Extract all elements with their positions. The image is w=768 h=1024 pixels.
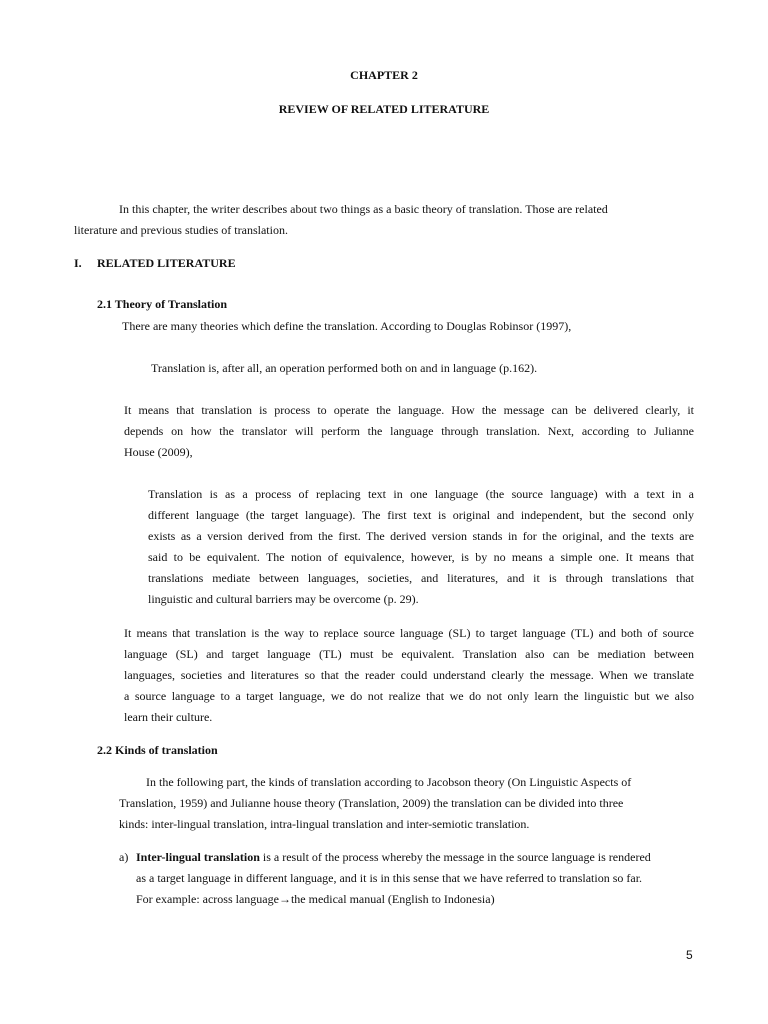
s21-para1-line2: depends on how the translator will perform the language through translation. Next, according to Julianne <box>124 424 694 438</box>
s21-para1-line1: It means that translation is process to operate the language. How the message can be delivered clearly, it <box>124 403 694 417</box>
s21-para2-line4: a source language to a target language, we do not realize that we do not only learn the linguistic but we also <box>124 689 694 703</box>
s22-para-line2: Translation, 1959) and Julianne house theory (Translation, 2009) the translation can be divided into three <box>119 796 624 810</box>
list-item-a-line1 <box>136 850 651 865</box>
item-a-example-post: the medical manual (English to Indonesia) <box>290 892 495 906</box>
item-a-example-pre: For example: across language <box>136 892 279 906</box>
s21-quote2-line2: different language (the target language). The first text is original and independent, but the second only <box>148 508 694 522</box>
s21-lead: There are many theories which define the translation. According to Douglas Robinsor (1997), <box>122 319 572 333</box>
section-title: RELATED LITERATURE <box>97 256 236 270</box>
list-item-a-line3 <box>136 892 495 907</box>
s21-quote-robinson: Translation is, after all, an operation performed both on and in language (p.162). <box>151 361 538 375</box>
page-number: 5 <box>686 948 693 962</box>
arrow-right-icon: → <box>278 892 291 906</box>
s21-quote2-line3: exists as a version derived from the first. The derived version stands in for the original, and the texts are <box>148 529 694 543</box>
s21-quote2-line5: translations mediate between languages, societies, and literatures, and it is through translations that <box>148 571 694 585</box>
term-inter-lingual: Inter-lingual translation <box>136 850 260 864</box>
list-marker-a: a) <box>119 850 129 864</box>
intro-line-1: In this chapter, the writer describes about two things as a basic theory of translation. Those are related <box>119 202 608 216</box>
chapter-title: REVIEW OF RELATED LITERATURE <box>278 102 490 116</box>
s21-quote2-line6: linguistic and cultural barriers may be overcome (p. 29). <box>148 592 419 606</box>
s22-para-line3: kinds: inter-lingual translation, intra-lingual translation and inter-semiotic translation. <box>119 817 530 831</box>
subsection-2-1-heading: 2.1 Theory of Translation <box>97 297 228 311</box>
s21-para2-line5: learn their culture. <box>124 710 213 724</box>
subsection-2-2-heading: 2.2 Kinds of translation <box>97 743 218 757</box>
s21-quote2-line1: Translation is as a process of replacing text in one language (the source language) with a text in a <box>148 487 694 501</box>
s21-para2-line1: It means that translation is the way to replace source language (SL) to target language (TL) and both of source <box>124 626 694 640</box>
section-numeral: I. <box>74 256 82 270</box>
s21-para2-line2: language (SL) and target language (TL) must be equivalent. Translation also can be mediation between <box>124 647 694 661</box>
s21-quote2-line4: said to be equivalent. The notion of equivalence, however, is by no means a simple one. It means that <box>148 550 694 564</box>
intro-line-2: literature and previous studies of translation. <box>74 223 288 237</box>
s21-para2-line3: languages, societies and literatures so that the reader could understand clearly the message. When we translate <box>124 668 694 682</box>
list-item-a-line2: as a target language in different language, and it is in this sense that we have referred to translation so far. <box>136 871 643 885</box>
item-a-line1-rest: is a result of the process whereby the message in the source language is rendered <box>259 850 651 864</box>
s21-para1-line3: House (2009), <box>124 445 193 459</box>
s22-para-line1: In the following part, the kinds of translation according to Jacobson theory (On Linguistic Aspects of <box>146 775 632 789</box>
chapter-label: CHAPTER 2 <box>350 68 418 82</box>
